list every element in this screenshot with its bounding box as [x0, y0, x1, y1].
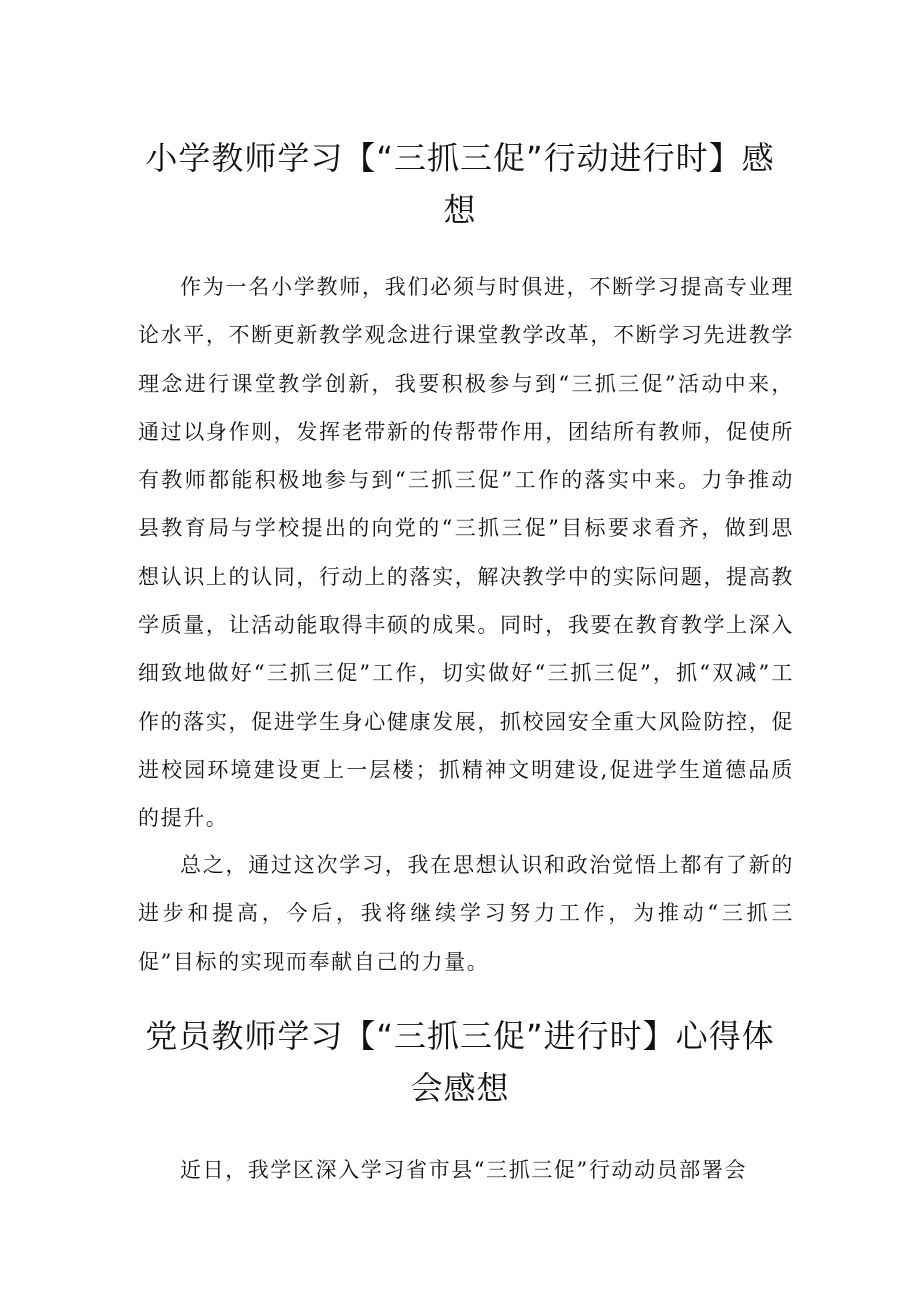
article-1-paragraph-1: 作为一名小学教师，我们必须与时俱进，不断学习提高专业理论水平，不断更新教学观念进行课堂教学改革，不断学习先进教学理念进行课堂教学创新，我要积极参与到“三抓三促”活动中来，通过以身作则，发挥老带新的传帮带作用，团结所有教师，促使所有教师都能积极地参与到“三抓三促”工作的落实中来。力争推动县教育局与学校提出的向党的“三抓三促”目标要求看齐，做到思想认识上的认同，行动上的落实，解决教学中的实际问题，提高教学质量，让活动能取得丰硕的成果。同时，我要在教育教学上深入细致地做好“三抓三促”工作，切实做好“三抓三促”，抓“双减”工作的落实，促进学生身心健康发展，抓校园安全重大风险防控，促进校园环境建设更上一层楼；抓精神文明建设,促进学生道德品质的提升。 [138, 275, 794, 831]
article-2-title: 党员教师学习【“三抓三促”进行时】心得体会感想 [145, 1017, 775, 1107]
article-1-title: 小学教师学习【“三抓三促”行动进行时】感想 [145, 139, 775, 229]
article-2-paragraph-1: 近日，我学区深入学习省市县“三抓三促”行动动员部署会 [180, 1158, 748, 1182]
article-1-paragraph-2: 总之，通过这次学习，我在思想认识和政治觉悟上都有了新的进步和提高，今后，我将继续学习努力工作，为推动“三抓三促”目标的实现而奉献自己的力量。 [138, 853, 794, 974]
